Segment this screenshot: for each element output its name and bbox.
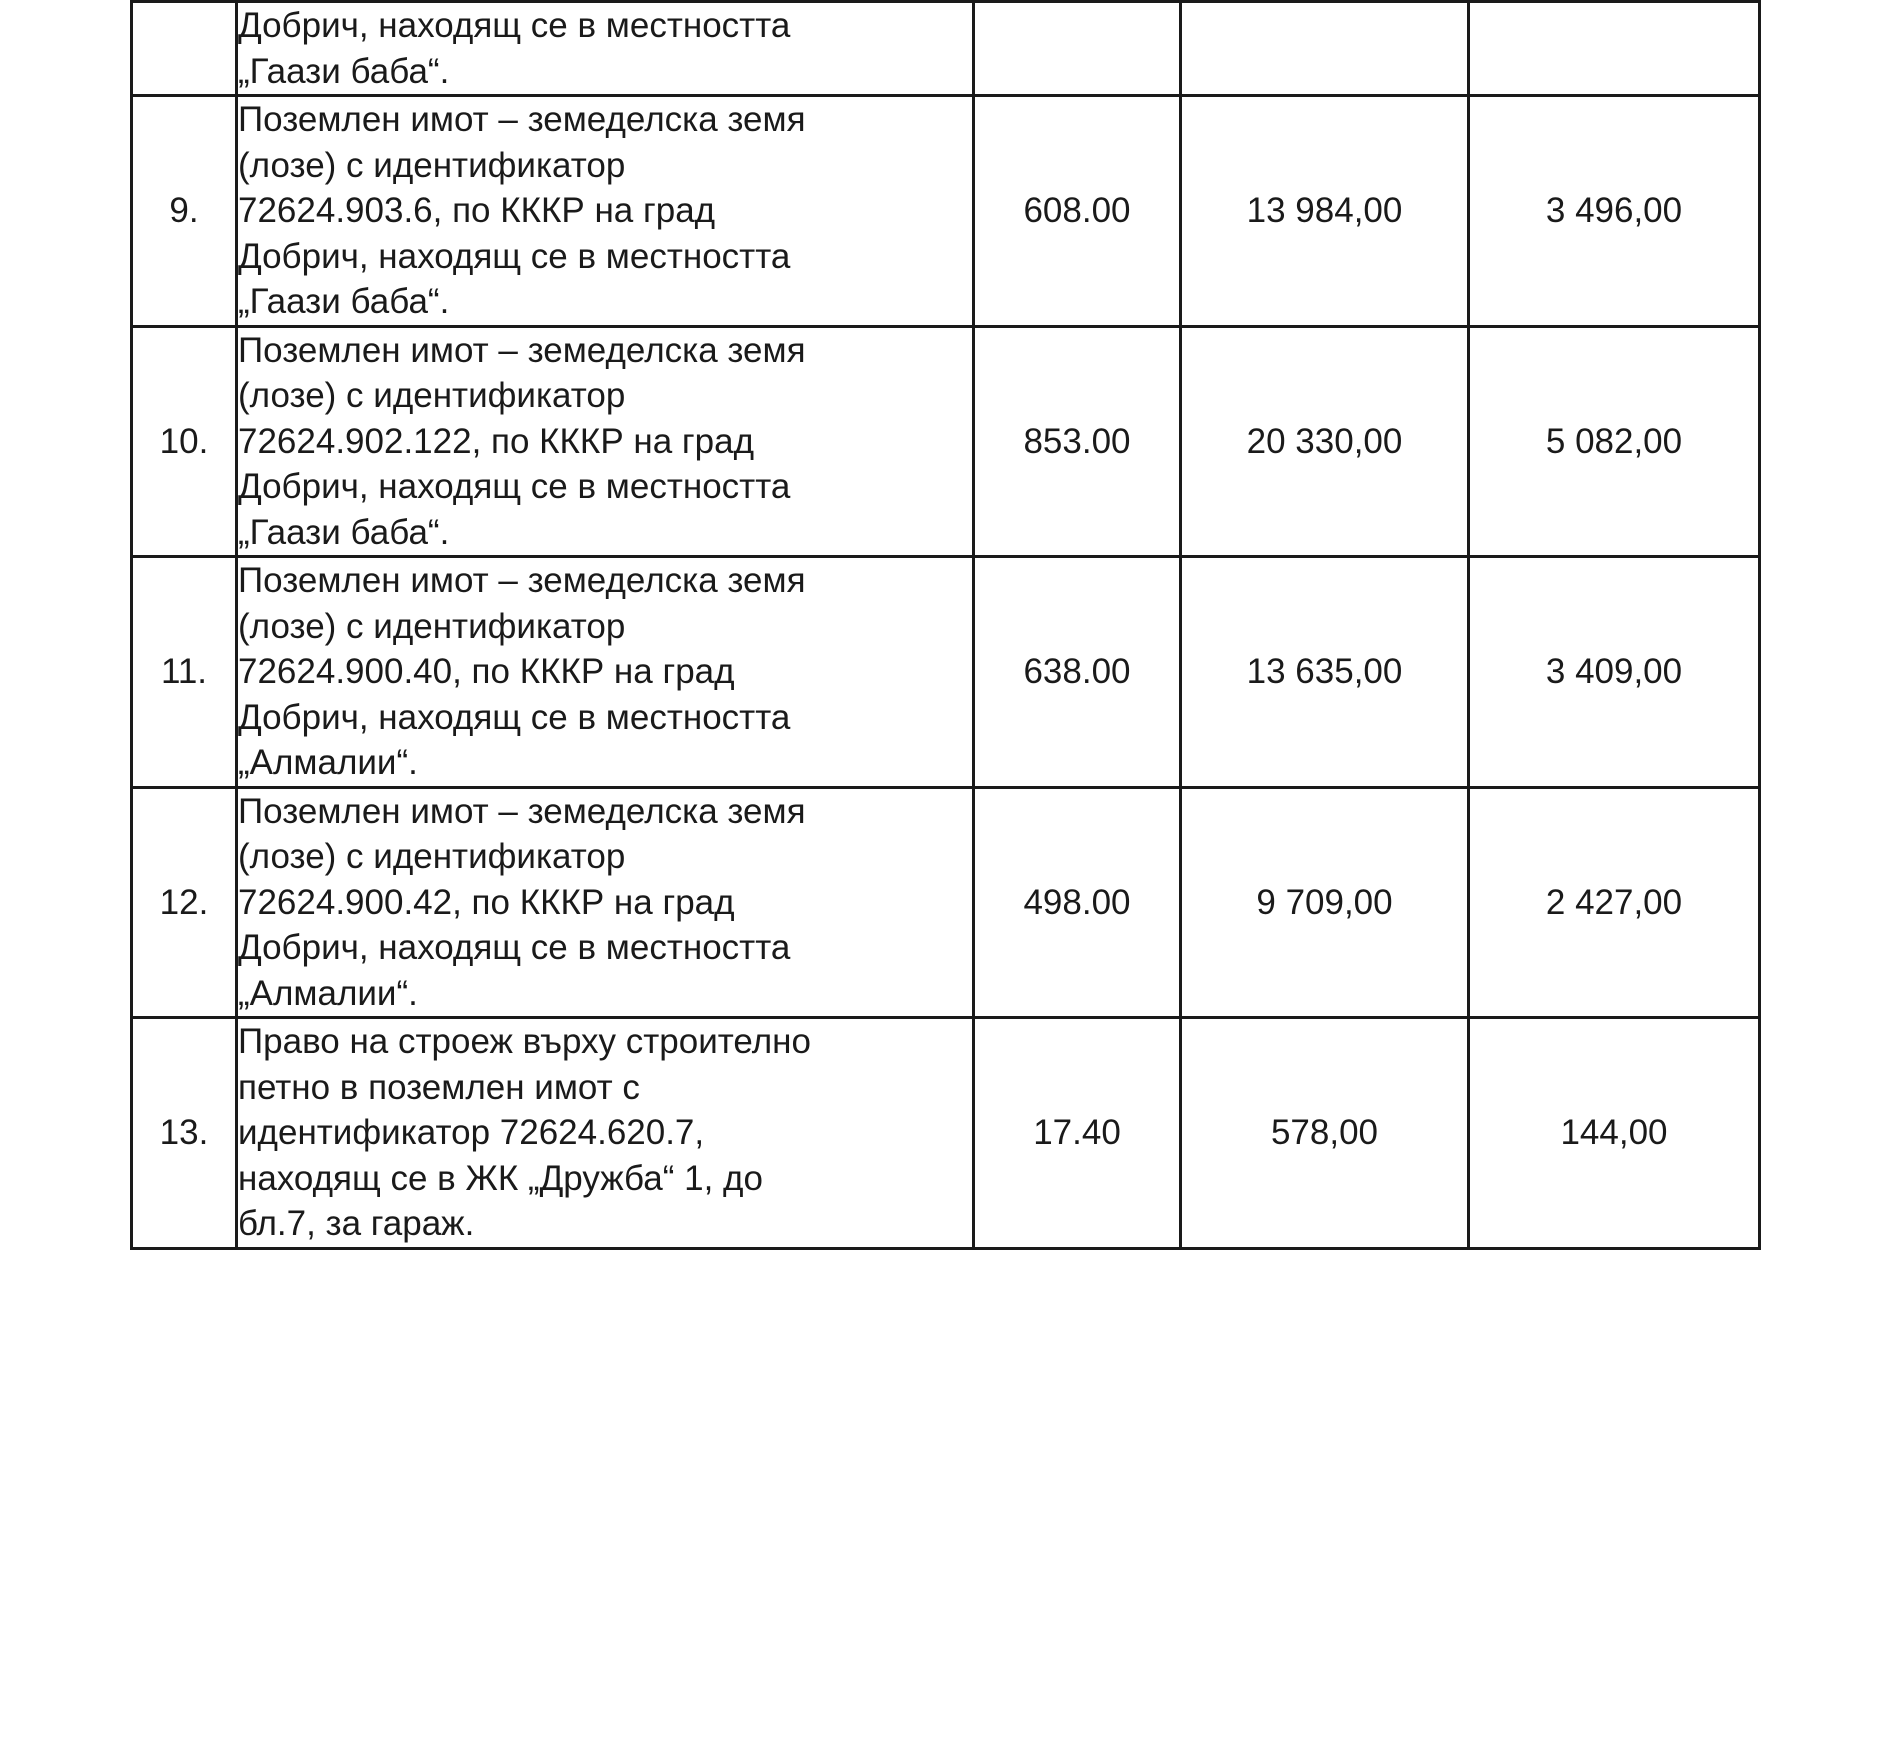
- description-line: „Гаази баба“.: [238, 282, 450, 321]
- row-area-cell: 17.40: [974, 1018, 1181, 1249]
- description-line: „Алмалии“.: [238, 973, 418, 1013]
- row-area-cell: [974, 2, 1181, 96]
- description-line: Поземлен имот – земеделска земя: [238, 561, 806, 600]
- row-number-cell: [132, 1018, 237, 1249]
- row-number: 13.: [159, 1113, 209, 1152]
- row-value1-cell: 9 709,00: [1181, 787, 1469, 1018]
- row-number: 11.: [160, 652, 208, 691]
- row-number-cell: [132, 787, 237, 1018]
- description-line: идентификатор 72624.620.7,: [238, 1113, 705, 1152]
- description-line: (лозе) с идентификатор: [238, 606, 626, 646]
- description-line: Добрич, находящ се в местността: [238, 6, 791, 45]
- table-row: [132, 326, 1760, 557]
- row-description-cell: [237, 326, 974, 557]
- row-number-cell: [132, 557, 237, 788]
- description-line: находящ се в ЖК „Дружба“ 1, до: [238, 1158, 763, 1198]
- table-row: [132, 2, 1760, 96]
- row-number: 10.: [159, 421, 209, 461]
- table-row: [132, 1018, 1760, 1249]
- description-line: Добрич, находящ се в местността: [238, 697, 791, 737]
- row-value1-cell: [1181, 2, 1469, 96]
- row-value1-cell: 13 984,00: [1181, 96, 1469, 327]
- description-line: „Гаази баба“.: [238, 512, 450, 552]
- description-line: (лозе) с идентификатор: [238, 376, 626, 415]
- row-value1-cell: 20 330,00: [1181, 326, 1469, 557]
- description-line: (лозе) с идентификатор: [238, 145, 626, 185]
- description-line: 72624.900.40, по КККР на град: [238, 652, 735, 691]
- description-line: „Гаази баба“.: [238, 51, 450, 91]
- description-line: Поземлен имот – земеделска земя: [238, 791, 806, 831]
- row-area-cell: 638.00: [974, 557, 1181, 788]
- property-table: [130, 0, 1761, 1250]
- row-value2-cell: 3 409,00: [1469, 557, 1760, 788]
- row-value2-cell: 3 496,00: [1469, 96, 1760, 327]
- row-value1-cell: 13 635,00: [1181, 557, 1469, 788]
- row-area-cell: 608.00: [974, 96, 1181, 327]
- table-row: [132, 787, 1760, 1018]
- table-row: [132, 96, 1760, 327]
- description-line: Добрич, находящ се в местността: [238, 928, 791, 967]
- row-area-cell: 498.00: [974, 787, 1181, 1018]
- row-number-cell: [132, 2, 237, 96]
- description-line: 72624.900.42, по КККР на град: [238, 882, 735, 922]
- description-line: 72624.902.122, по КККР на град: [238, 421, 755, 461]
- row-number: 9.: [169, 191, 199, 230]
- row-description-cell: [237, 787, 974, 1018]
- row-number: 12.: [159, 882, 209, 922]
- row-number-cell: [132, 326, 237, 557]
- row-value1-cell: 578,00: [1181, 1018, 1469, 1249]
- description-line: Добрич, находящ се в местността: [238, 467, 791, 506]
- row-description-cell: [237, 96, 974, 327]
- description-line: петно в поземлен имот с: [238, 1067, 640, 1107]
- row-value2-cell: 2 427,00: [1469, 787, 1760, 1018]
- row-number-cell: [132, 96, 237, 327]
- description-line: Поземлен имот – земеделска земя: [238, 100, 806, 139]
- row-area-cell: 853.00: [974, 326, 1181, 557]
- description-line: „Алмалии“.: [238, 743, 418, 782]
- description-line: бл.7, за гараж.: [238, 1204, 475, 1243]
- row-value2-cell: 144,00: [1469, 1018, 1760, 1249]
- table-body: [132, 2, 1760, 1249]
- row-description-cell: [237, 1018, 974, 1249]
- description-line: Поземлен имот – земеделска земя: [238, 330, 806, 370]
- row-description-cell: [237, 557, 974, 788]
- row-value2-cell: [1469, 2, 1760, 96]
- description-line: 72624.903.6, по КККР на град: [238, 191, 716, 230]
- row-description-cell: [237, 2, 974, 96]
- table-row: [132, 557, 1760, 788]
- description-line: Добрич, находящ се в местността: [238, 236, 791, 276]
- description-line: Право на строеж върху строително: [238, 1022, 811, 1061]
- description-line: (лозе) с идентификатор: [238, 837, 626, 876]
- row-value2-cell: 5 082,00: [1469, 326, 1760, 557]
